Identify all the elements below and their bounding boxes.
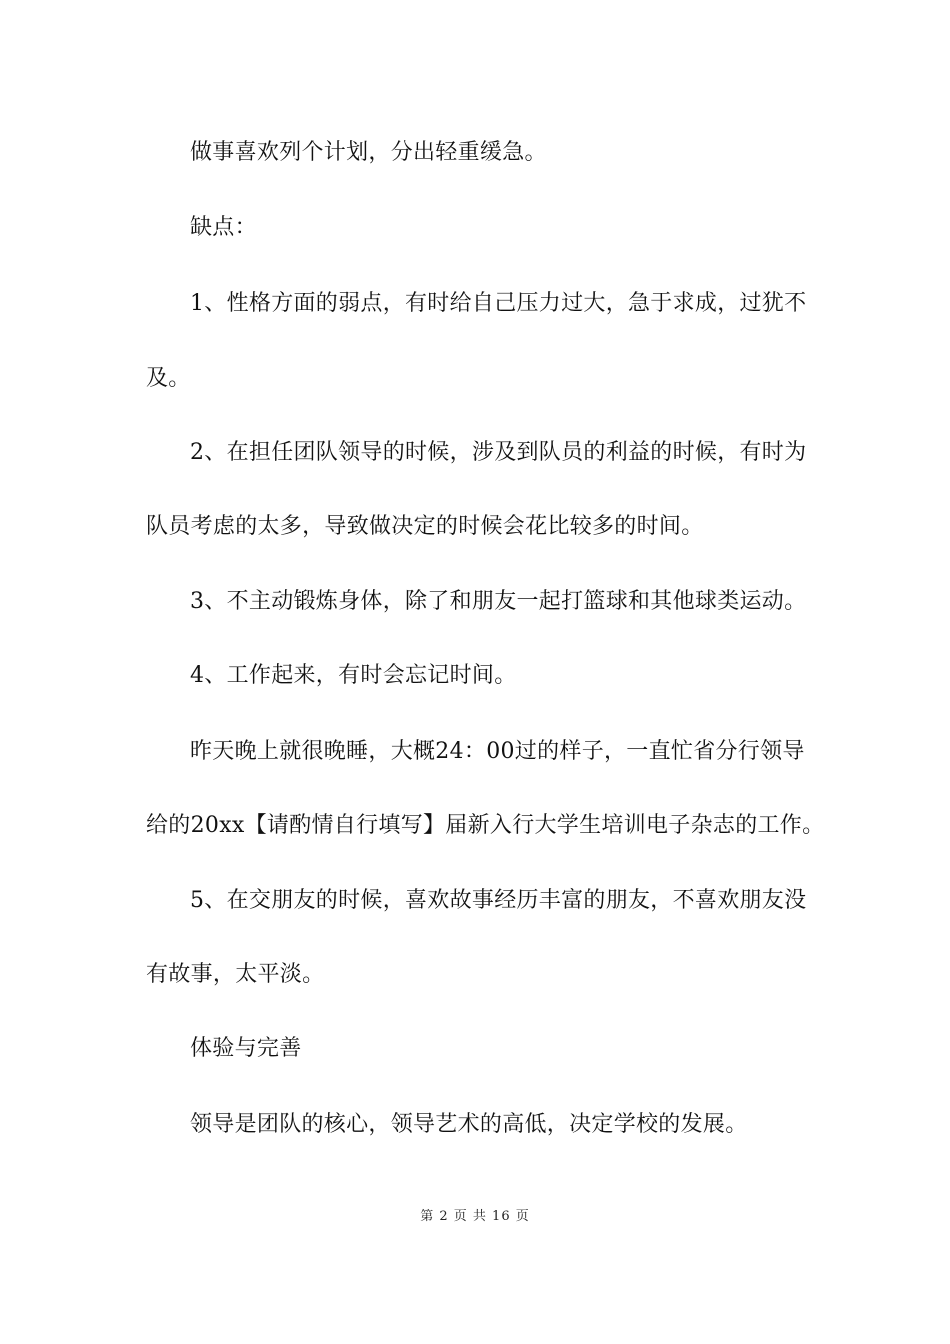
paragraph-line: 做事喜欢列个计划，分出轻重缓急。 <box>190 140 547 165</box>
paragraph-line: 4、工作起来，有时会忘记时间。 <box>190 663 517 688</box>
paragraph-line: 给的20xx【请酌情自行填写】届新入行大学生培训电子杂志的工作。 <box>146 813 825 838</box>
paragraph-line: 3、不主动锻炼身体，除了和朋友一起打篮球和其他球类运动。 <box>190 589 807 614</box>
paragraph-line: 有故事，太平淡。 <box>146 962 325 987</box>
paragraph-line: 队员考虑的太多，导致做决定的时候会花比较多的时间。 <box>146 514 704 539</box>
paragraph-line: 昨天晚上就很晚睡，大概24：00过的样子，一直忙省分行领导 <box>190 739 805 764</box>
page-footer: 第 2 页 共 16 页 <box>420 1209 530 1224</box>
paragraph-line: 1、性格方面的弱点，有时给自己压力过大，急于求成，过犹不 <box>190 291 807 316</box>
section-heading: 体验与完善 <box>190 1036 302 1061</box>
paragraph-line: 2、在担任团队领导的时候，涉及到队员的利益的时候，有时为 <box>190 440 807 465</box>
paragraph-line: 及。 <box>146 366 191 391</box>
paragraph-line: 领导是团队的核心，领导艺术的高低，决定学校的发展。 <box>190 1112 748 1137</box>
paragraph-line: 缺点： <box>190 215 257 240</box>
paragraph-line: 5、在交朋友的时候，喜欢故事经历丰富的朋友，不喜欢朋友没 <box>190 888 807 913</box>
